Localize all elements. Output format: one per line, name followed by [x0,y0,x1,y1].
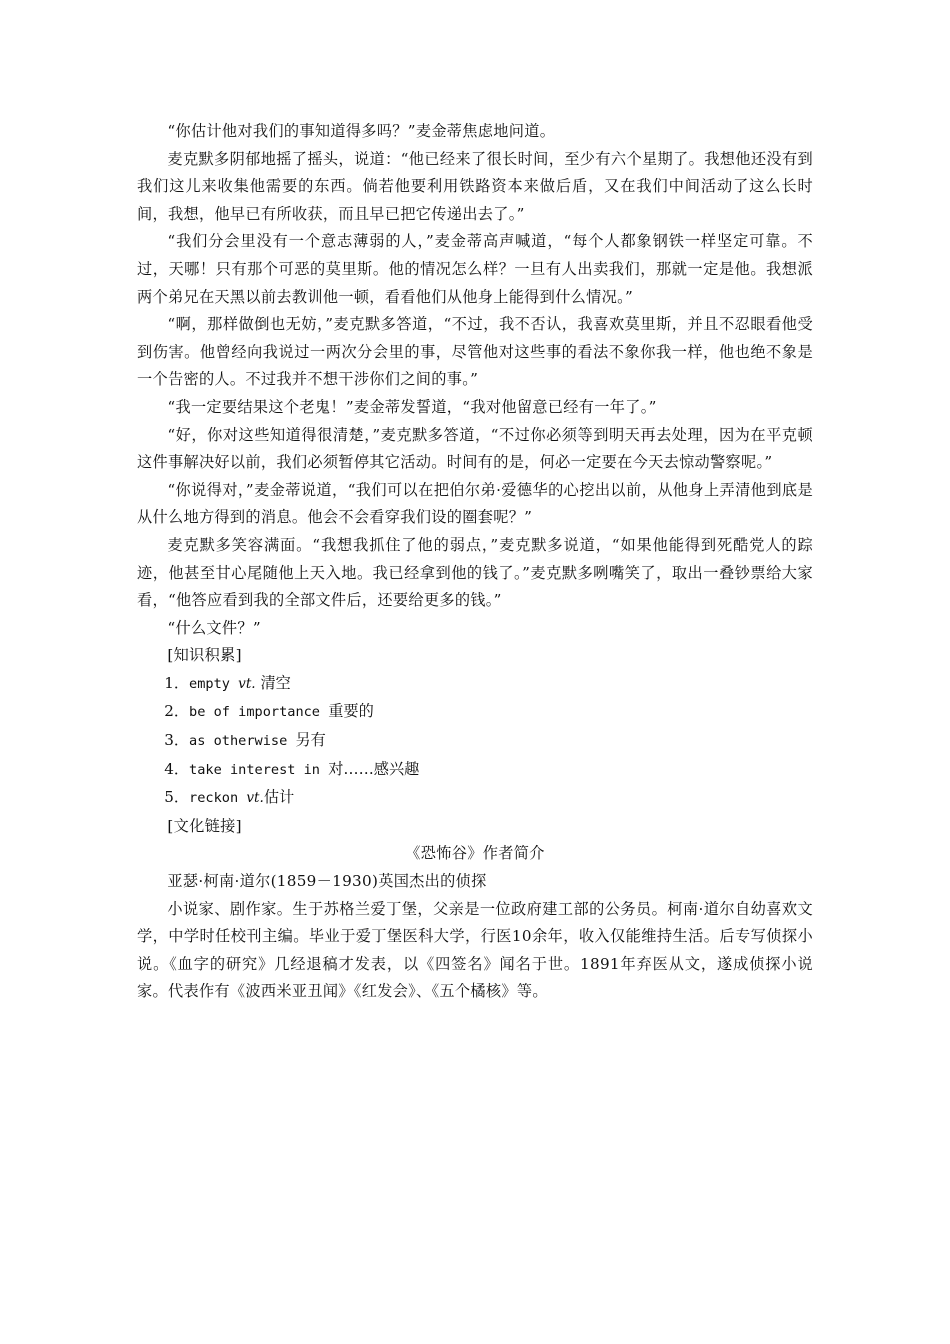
vocab-chinese: 清空 [255,673,291,692]
author-line: 亚瑟·柯南·道尔(1859－1930)英国杰出的侦探 [167,872,487,891]
paragraph-6: “好，你对这些知道得很清楚，”麦克默多答道，“不过你必须等到明天再去处理，因为在平克顿这件事解决好以前，我们必须暂停其它活动。时间有的是，何必一定要在今天去惊动警察呢。” [137,425,813,472]
vocab-english: be of importance [189,704,329,721]
vocab-number: 4． [164,759,190,778]
vocab-item-4 [137,756,813,785]
vocab-english: as otherwise [189,733,296,750]
vocab-english: empty [189,675,239,692]
document-page [137,118,813,1006]
culture-title: 《恐怖谷》作者简介 [405,844,545,863]
vocab-pos: vt. [246,790,264,807]
vocab-number: 1． [164,673,190,692]
vocab-chinese: 对……感兴趣 [328,759,420,778]
paragraph-9: “什么文件？” [167,618,261,637]
vocab-number: 3． [164,731,190,750]
vocab-chinese: 重要的 [328,702,374,721]
paragraph-1: “你估计他对我们的事知道得多吗？”麦金蒂焦虑地问道。 [167,122,556,140]
author-bio: 小说家、剧作家。生于苏格兰爱丁堡，父亲是一位政府建工部的公务员。柯南·道尔自幼喜欢文学，中学时任校刊主编。毕业于爱丁堡医科大学，行医10余年，收入仅能维持生活。后专写侦探小说。《血字的研究》几经退稿才发表，以《四签名》闻名于世。1891年弃医从文，遂成侦探小说家。代表作有《波西米亚丑闻》《红发会》、《五个橘核》等。 [137,899,813,1001]
vocab-item-3 [137,727,813,756]
vocab-item-1 [137,670,813,699]
vocab-pos: vt. [238,675,256,692]
vocab-english: take interest in [189,761,329,778]
knowledge-heading: [知识积累] [167,646,242,665]
paragraph-3: “我们分会里没有一个意志薄弱的人，”麦金蒂高声喊道，“每个人都象钢铁一样坚定可靠。不过，天哪！只有那个可恶的莫里斯。他的情况怎么样？一旦有人出卖我们，那就一定是他。我想派两个弟兄在天黑以前去教训他一顿，看看他们从他身上能得到什么情况。” [137,232,813,306]
paragraph-2: 麦克默多阴郁地摇了摇头，说道：“他已经来了很长时间，至少有六个星期了。我想他还没有到我们这儿来收集他需要的东西。倘若他要利用铁路资本来做后盾，又在我们中间活动了这么长时间，我想，他早已有所收获，而且早已把它传递出去了。” [137,149,813,223]
vocab-number: 2． [164,702,190,721]
vocab-item-5 [137,784,813,813]
vocab-number: 5． [164,788,190,807]
vocab-chinese: 估计 [263,788,295,807]
culture-heading: [文化链接] [167,816,242,835]
vocab-chinese: 另有 [295,731,326,750]
vocab-item-2 [137,698,813,727]
paragraph-7: “你说得对，”麦金蒂说道，“我们可以在把伯尔弟·爱德华的心挖出以前，从他身上弄清他到底是从什么地方得到的消息。他会不会看穿我们设的圈套呢？” [137,480,813,527]
paragraph-8: 麦克默多笑容满面。“我想我抓住了他的弱点，”麦克默多说道，“如果他能得到死酷党人的踪迹，他甚至甘心尾随他上天入地。我已经拿到他的钱了。”麦克默多咧嘴笑了，取出一叠钞票给大家看，“他答应看到我的全部文件后，还要给更多的钱。” [137,535,813,610]
vocab-english: reckon [189,790,247,807]
paragraph-5: “我一定要结果这个老鬼！”麦金蒂发誓道，“我对他留意已经有一年了。” [167,397,657,416]
paragraph-4: “啊，那样做倒也无妨，”麦克默多答道，“不过，我不否认，我喜欢莫里斯，并且不忍眼看他受到伤害。他曾经向我说过一两次分会里的事，尽管他对这些事的看法不象你我一样，他也绝不象是一个告密的人。不过我并不想干涉你们之间的事。” [137,315,813,389]
